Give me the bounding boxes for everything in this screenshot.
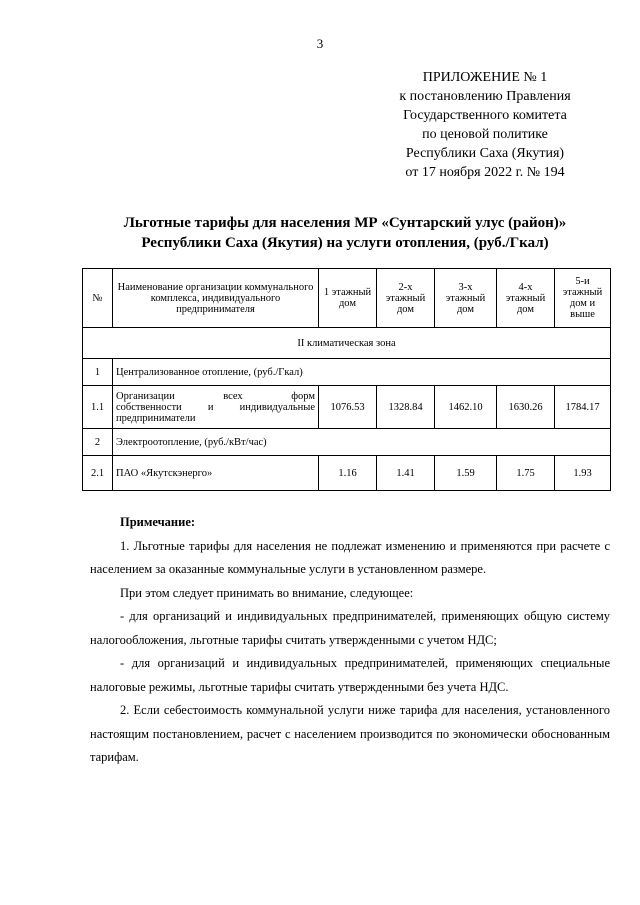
appendix-line: по ценовой политике: [422, 127, 548, 142]
value-4-floor: 1.75: [497, 456, 555, 491]
header-5-floor: 5-и этажный дом и выше: [555, 269, 611, 328]
zone-label: II климатическая зона: [83, 328, 611, 359]
title-line: Республики Саха (Якутия) на услуги отопления, (руб./Гкал): [141, 235, 549, 251]
row-organization: ПАО «Якутскэнерго»: [113, 456, 319, 491]
notes-section: [90, 511, 610, 770]
value-5-floor: 1.93: [555, 456, 611, 491]
value-4-floor: 1630.26: [497, 386, 555, 429]
appendix-block: [370, 68, 600, 182]
appendix-line: ПРИЛОЖЕНИЕ № 1: [422, 70, 548, 85]
header-organization: Наименование организации коммунального комплекса, индивидуального предпринимателя: [113, 269, 319, 328]
value-3-floor: 1.59: [435, 456, 497, 491]
value-2-floor: 1.41: [377, 456, 435, 491]
value-5-floor: 1784.17: [555, 386, 611, 429]
note-paragraph: При этом следует принимать во внимание, следующее:: [120, 585, 414, 600]
header-1-floor: 1 этажный дом: [319, 269, 377, 328]
header-2-floor: 2-х этажный дом: [377, 269, 435, 328]
tariff-table: [82, 268, 611, 491]
row-organization-line: предприниматели: [116, 412, 196, 424]
row-num: 1.1: [83, 386, 113, 429]
appendix-line: от 17 ноября 2022 г. № 194: [405, 165, 565, 180]
zone-row: [83, 328, 611, 359]
header-3-floor: 3-х этажный дом: [435, 269, 497, 328]
table-row: [83, 386, 611, 429]
table-header-row: [83, 269, 611, 328]
note-paragraph: 2. Если себестоимость коммунальной услуги ниже тарифа для населения, установленного настоящим постановлением, расчет с населением производится по экономически обоснованным тарифам.: [90, 703, 610, 764]
section-label: Централизованное отопление, (руб./Гкал): [113, 359, 611, 386]
document-title: [80, 213, 610, 253]
value-2-floor: 1328.84: [377, 386, 435, 429]
note-paragraph: - для организаций и индивидуальных предпринимателей, применяющих общую систему налогообложения, льготные тарифы считать утвержденными с учетом НДС;: [90, 609, 610, 647]
header-4-floor: 4-х этажный дом: [497, 269, 555, 328]
row-organization: [113, 386, 319, 429]
appendix-line: к постановлению Правления: [399, 89, 571, 104]
section-row: [83, 359, 611, 386]
appendix-line: Государственного комитета: [403, 108, 567, 123]
section-num: 2: [83, 429, 113, 456]
header-num: №: [83, 269, 113, 328]
section-label: Электроотопление, (руб./кВт/час): [113, 429, 611, 456]
value-1-floor: 1.16: [319, 456, 377, 491]
page-number: 3: [316, 36, 324, 51]
section-row: [83, 429, 611, 456]
row-organization-line: Организации всех форм: [116, 390, 315, 402]
row-num: 2.1: [83, 456, 113, 491]
row-organization-line: собственности и индивидуальные: [116, 401, 315, 413]
table-row: [83, 456, 611, 491]
notes-title: Примечание:: [120, 515, 196, 529]
value-3-floor: 1462.10: [435, 386, 497, 429]
appendix-line: Республики Саха (Якутия): [405, 146, 565, 161]
title-line: Льготные тарифы для населения МР «Сунтарский улус (район)»: [123, 215, 567, 231]
note-paragraph: 1. Льготные тарифы для населения не подлежат изменению и применяются при расчете с населением за оказанные коммунальные услуги в установленном размере.: [90, 538, 610, 576]
note-paragraph: - для организаций и индивидуальных предпринимателей, применяющих специальные налоговые режимы, льготные тарифы считать утвержденными без учета НДС.: [90, 656, 610, 694]
section-num: 1: [83, 359, 113, 386]
value-1-floor: 1076.53: [319, 386, 377, 429]
